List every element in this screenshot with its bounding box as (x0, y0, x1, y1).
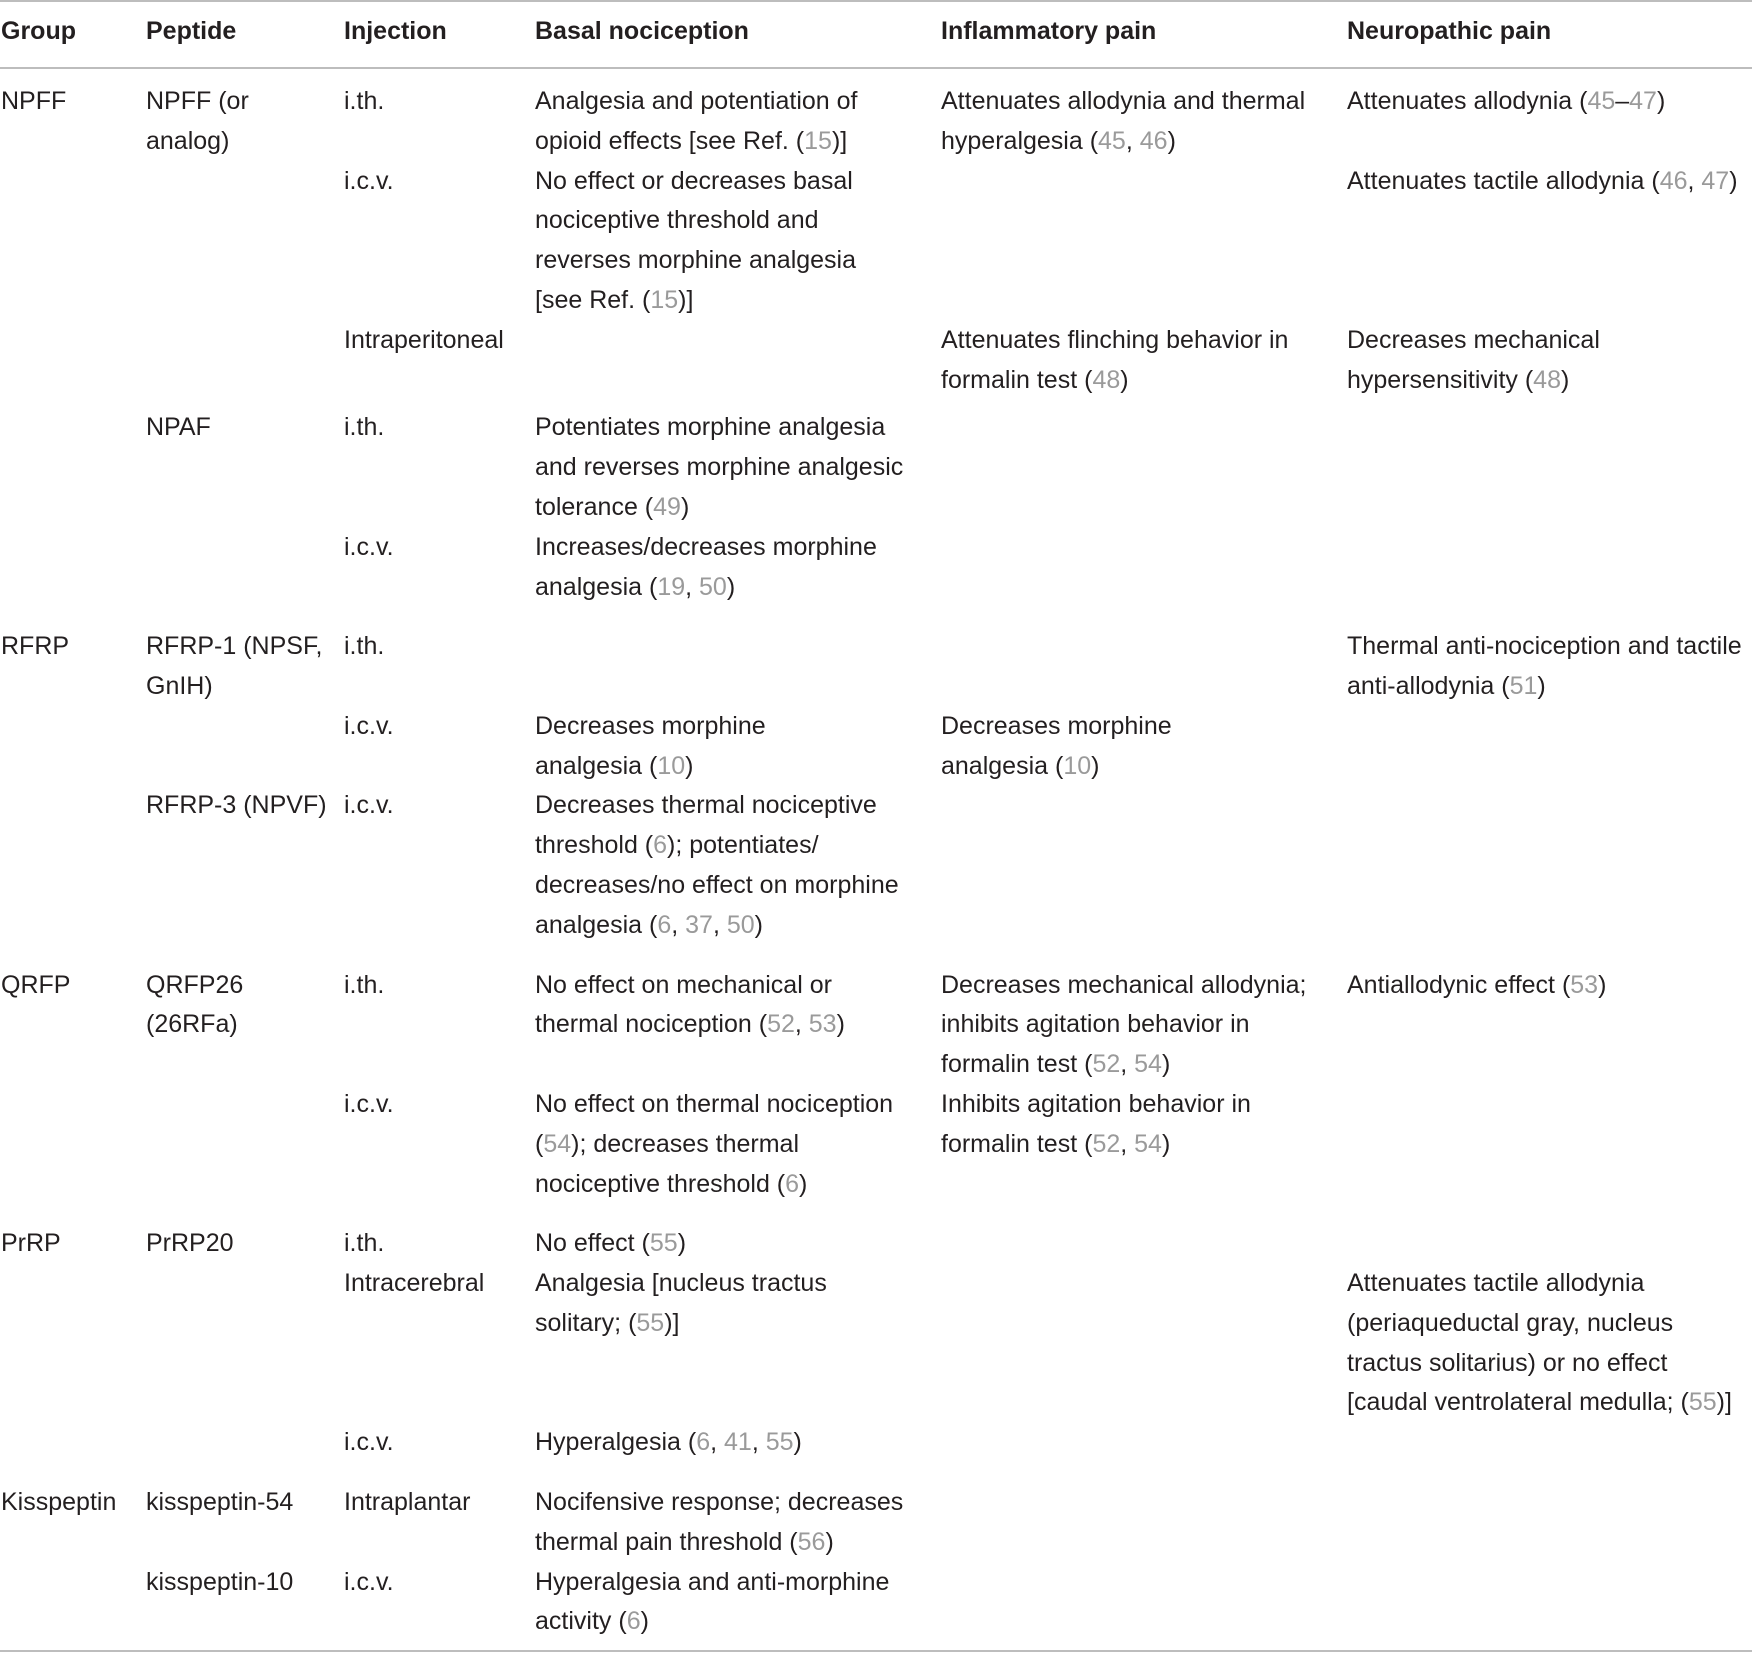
reference-number: 46 (1139, 126, 1168, 155)
reference-number: 15 (804, 126, 832, 155)
cell-text: ) (836, 1010, 845, 1039)
cell-group-line (1, 965, 70, 1005)
cell-neuropathic-line (1347, 320, 1600, 360)
cell-text: inhibits agitation behavior in (941, 1010, 1250, 1039)
cell-text: kisspeptin-10 (146, 1567, 294, 1596)
cell-group-line (1, 1223, 61, 1263)
cell-basal-line (535, 1004, 845, 1044)
cell-text: , (1120, 1050, 1135, 1079)
cell-basal-line (535, 1164, 807, 1204)
cell-text: QRFP26 (146, 970, 244, 999)
cell-text: ); decreases thermal (571, 1129, 800, 1158)
cell-text: Inhibits agitation behavior in (941, 1089, 1251, 1118)
cell-basal-line (535, 240, 856, 280)
reference-number: 53 (808, 1010, 837, 1039)
cell-injection-line (344, 1482, 470, 1522)
cell-text: ) (1167, 126, 1176, 155)
reference-number: 19 (657, 572, 686, 601)
cell-text: , (685, 572, 700, 601)
reference-number: 52 (1092, 1129, 1121, 1158)
cell-group-line (1, 1482, 116, 1522)
cell-peptide-line (146, 121, 229, 161)
cell-basal-line (535, 487, 689, 527)
cell-basal-line (535, 121, 847, 161)
cell-text: Intracerebral (344, 1269, 485, 1298)
cell-text: PrRP (1, 1229, 61, 1258)
cell-inflammatory-line (941, 1044, 1170, 1084)
cell-text: analog) (146, 126, 230, 155)
cell-peptide-line (146, 666, 213, 706)
cell-text: )] (831, 126, 848, 155)
cell-peptide-line (146, 1562, 293, 1602)
reference-number: 52 (1092, 1050, 1121, 1079)
cell-text: ) (677, 1229, 687, 1258)
cell-text: , (671, 910, 686, 939)
cell-basal-line (535, 1601, 649, 1641)
cell-text: analgesia ( (535, 910, 658, 939)
cell-text: Increases/decreases morphine (535, 532, 877, 561)
cell-group-line (1, 626, 69, 666)
cell-text: Decreases morphine (535, 711, 766, 740)
cell-text: Potentiates morphine analgesia (535, 413, 886, 442)
cell-text: tolerance ( (535, 492, 654, 521)
cell-peptide-line (146, 1482, 293, 1522)
cell-injection-line (344, 785, 394, 825)
cell-text: i.c.v. (344, 1567, 394, 1596)
cell-inflammatory-line (941, 746, 1099, 786)
cell-inflammatory-line (941, 121, 1176, 161)
cell-text: activity ( (535, 1607, 627, 1636)
cell-text: , (1120, 1129, 1135, 1158)
cell-injection-line (344, 706, 394, 746)
cell-text: ) (1598, 970, 1607, 999)
cell-text: RFRP (1, 632, 70, 661)
cell-text: ( (535, 1129, 544, 1158)
cell-text: tractus solitarius) or no effect (1347, 1348, 1668, 1377)
cell-text: Decreases mechanical allodynia; (941, 970, 1307, 999)
cell-text: decreases/no effect on morphine (535, 871, 899, 900)
cell-text: RFRP-1 (NPSF, (146, 632, 323, 661)
cell-peptide-line (146, 407, 211, 447)
reference-number: 54 (1134, 1129, 1162, 1158)
cell-text: – (1615, 87, 1630, 115)
reference-number: 47 (1629, 87, 1657, 115)
reference-number: 50 (726, 910, 755, 939)
header-peptide: Peptide (146, 17, 237, 45)
header-rule (0, 67, 1752, 69)
reference-number: 6 (785, 1169, 800, 1198)
cell-injection-line (344, 161, 394, 201)
reference-number: 51 (1509, 672, 1538, 701)
cell-text: )] (664, 1308, 680, 1337)
cell-text: Thermal anti-nociception and tactile (1347, 632, 1742, 661)
cell-basal-line (535, 785, 877, 825)
cell-text: ) (825, 1527, 834, 1556)
header-injection: Injection (344, 17, 447, 45)
cell-neuropathic-line (1347, 1343, 1668, 1383)
cell-text: Attenuates allodynia ( (1347, 87, 1588, 115)
reference-number: 6 (626, 1607, 641, 1636)
cell-neuropathic-line (1347, 626, 1742, 666)
cell-basal-line (535, 161, 853, 201)
cell-basal-line (535, 1084, 893, 1124)
cell-text: ) (685, 751, 694, 780)
reference-number: 6 (696, 1428, 711, 1457)
cell-basal-line (535, 1562, 889, 1602)
cell-injection-line (344, 527, 394, 567)
cell-peptide-line (146, 81, 249, 121)
cell-neuropathic-line (1347, 1382, 1732, 1422)
cell-text: No effect on mechanical or (535, 970, 832, 999)
cell-basal-line (535, 706, 766, 746)
cell-text: i.c.v. (344, 166, 394, 195)
cell-text: , (712, 910, 727, 939)
cell-basal-line (535, 1522, 834, 1562)
reference-number: 55 (1688, 1388, 1717, 1417)
cell-inflammatory-line (941, 1124, 1170, 1164)
cell-basal-line (535, 527, 877, 567)
cell-text: thermal pain threshold ( (535, 1527, 798, 1556)
cell-text: QRFP (1, 970, 71, 999)
cell-text: ) (726, 572, 736, 601)
cell-text: ) (1560, 365, 1570, 394)
cell-inflammatory-line (941, 965, 1306, 1005)
cell-text: i.th. (344, 632, 385, 661)
cell-peptide-line (146, 785, 327, 825)
reference-number: 45 (1587, 87, 1616, 115)
reference-number: 41 (724, 1428, 752, 1457)
cell-text: formalin test ( (941, 365, 1093, 394)
cell-injection-line (344, 407, 384, 447)
cell-text: i.th. (344, 87, 385, 115)
header-group: Group (1, 17, 76, 45)
cell-text: Attenuates tactile allodynia ( (1347, 166, 1660, 195)
cell-basal-line (535, 1482, 903, 1522)
cell-text: Nocifensive response; decreases (535, 1487, 904, 1516)
reference-number: 6 (657, 910, 672, 939)
reference-number: 49 (653, 492, 681, 521)
cell-text: nociceptive threshold and (535, 206, 819, 235)
reference-number: 15 (650, 286, 679, 314)
reference-number: 47 (1701, 166, 1730, 195)
cell-text: analgesia ( (941, 751, 1064, 780)
cell-text: , (1687, 166, 1702, 195)
cell-text: anti-allodynia ( (1347, 672, 1510, 701)
reference-number: 55 (649, 1229, 678, 1258)
cell-basal-line (535, 1303, 680, 1343)
cell-text: , (794, 1010, 809, 1039)
cell-text: ) (1161, 1050, 1171, 1079)
cell-injection-line (344, 1084, 394, 1124)
cell-text: thermal nociception ( (535, 1010, 768, 1039)
cell-text: threshold ( (535, 831, 654, 860)
cell-text: NPFF (or (146, 87, 249, 115)
cell-basal-line (535, 865, 899, 905)
cell-neuropathic-line (1347, 1263, 1644, 1303)
cell-basal-line (535, 280, 693, 320)
cell-text: GnIH) (146, 672, 213, 701)
cell-inflammatory-line (941, 81, 1305, 121)
reference-number: 10 (1063, 751, 1092, 780)
table-bottom-rule (0, 1650, 1752, 1652)
cell-text: i.c.v. (344, 532, 394, 561)
cell-neuropathic-line (1347, 81, 1665, 121)
cell-text: Decreases morphine (941, 711, 1172, 740)
cell-text: PrRP20 (146, 1229, 234, 1258)
reference-number: 48 (1533, 365, 1561, 394)
cell-inflammatory-line (941, 706, 1172, 746)
cell-peptide-line (146, 1223, 234, 1263)
cell-peptide-line (146, 965, 243, 1005)
reference-number: 46 (1659, 166, 1688, 195)
cell-text: )] (678, 286, 694, 314)
reference-number: 55 (765, 1428, 794, 1457)
reference-number: 45 (1098, 126, 1126, 155)
cell-text: ) (793, 1428, 802, 1457)
cell-basal-line (535, 407, 885, 447)
cell-text: i.c.v. (344, 1089, 394, 1118)
cell-text: i.th. (344, 413, 385, 442)
cell-injection-line (344, 1263, 484, 1303)
cell-basal-line (535, 81, 857, 121)
cell-injection-line (344, 320, 504, 360)
cell-text: formalin test ( (941, 1129, 1093, 1158)
cell-text: ) (1656, 87, 1666, 115)
cell-peptide-line (146, 626, 322, 666)
cell-basal-line (535, 746, 693, 786)
cell-text: i.th. (344, 1229, 385, 1258)
cell-basal-line (535, 567, 735, 607)
cell-text: Hyperalgesia ( (535, 1428, 697, 1457)
cell-text: No effect on thermal nociception (535, 1089, 894, 1118)
cell-text: Antiallodynic effect ( (1347, 970, 1571, 999)
cell-text: [caudal ventrolateral medulla; ( (1347, 1388, 1689, 1417)
cell-text: ) (799, 1169, 808, 1198)
reference-number: 54 (543, 1129, 572, 1158)
reference-number: 10 (657, 751, 686, 780)
cell-text: analgesia ( (535, 751, 658, 780)
cell-text: Analgesia and potentiation of (535, 87, 858, 115)
reference-number: 55 (636, 1308, 665, 1337)
cell-basal-line (535, 825, 819, 865)
cell-text: Decreases thermal nociceptive (535, 791, 877, 820)
cell-text: ) (1091, 751, 1100, 780)
cell-inflammatory-line (941, 1084, 1251, 1124)
cell-text: opioid effects [see Ref. ( (535, 126, 805, 155)
cell-basal-line (535, 1263, 827, 1303)
table-top-rule (0, 0, 1752, 2)
cell-injection-line (344, 1422, 394, 1462)
cell-text: Attenuates tactile allodynia (1347, 1269, 1645, 1298)
cell-text: hypersensitivity ( (1347, 365, 1534, 394)
reference-number: 52 (767, 1010, 795, 1039)
cell-text: Kisspeptin (1, 1487, 117, 1516)
cell-basal-line (535, 200, 819, 240)
cell-text: i.th. (344, 970, 385, 999)
cell-text: No effect ( (535, 1229, 650, 1258)
cell-text: ) (1729, 166, 1738, 195)
cell-text: reverses morphine analgesia (535, 246, 857, 275)
cell-text: analgesia ( (535, 572, 658, 601)
cell-text: Decreases mechanical (1347, 325, 1600, 354)
cell-injection-line (344, 81, 384, 121)
cell-peptide-line (146, 1004, 238, 1044)
cell-neuropathic-line (1347, 1303, 1673, 1343)
header-neuropathic-pain: Neuropathic pain (1347, 17, 1552, 45)
cell-neuropathic-line (1347, 360, 1569, 400)
cell-basal-line (535, 447, 903, 487)
header-basal-nociception: Basal nociception (535, 17, 749, 45)
cell-text: Attenuates allodynia and thermal (941, 87, 1306, 115)
cell-text: , (751, 1428, 766, 1457)
cell-basal-line (535, 905, 763, 945)
cell-group-line (1, 81, 66, 121)
reference-number: 54 (1134, 1050, 1162, 1079)
cell-basal-line (535, 1223, 686, 1263)
cell-text: NPFF (1, 87, 67, 115)
cell-text: NPAF (146, 413, 211, 442)
cell-injection-line (344, 965, 384, 1005)
cell-text: Intraperitoneal (344, 325, 504, 354)
cell-inflammatory-line (941, 320, 1288, 360)
cell-text: ) (1537, 672, 1546, 701)
reference-number: 53 (1570, 970, 1599, 999)
cell-text: and reverses morphine analgesic (535, 453, 904, 482)
cell-text: hyperalgesia ( (941, 126, 1099, 155)
cell-text: (periaqueductal gray, nucleus (1347, 1308, 1674, 1337)
reference-number: 6 (653, 831, 668, 860)
cell-inflammatory-line (941, 1004, 1250, 1044)
cell-basal-line (535, 965, 832, 1005)
cell-text: , (1125, 126, 1140, 155)
header-inflammatory-pain: Inflammatory pain (941, 17, 1157, 45)
cell-text: (26RFa) (146, 1010, 238, 1039)
cell-text: solitary; ( (535, 1308, 637, 1337)
cell-inflammatory-line (941, 360, 1129, 400)
cell-neuropathic-line (1347, 965, 1606, 1005)
cell-text: [see Ref. ( (535, 286, 651, 314)
cell-text: Attenuates flinching behavior in (941, 325, 1289, 354)
cell-text: ) (680, 492, 690, 521)
reference-number: 50 (699, 572, 727, 601)
cell-neuropathic-line (1347, 161, 1738, 201)
cell-basal-line (535, 1124, 799, 1164)
cell-text: nociceptive threshold ( (535, 1169, 786, 1198)
cell-text: ) (640, 1607, 649, 1636)
cell-text: i.c.v. (344, 1428, 394, 1457)
cell-injection-line (344, 626, 384, 666)
cell-text: , (710, 1428, 724, 1457)
reference-number: 56 (797, 1527, 826, 1556)
cell-text: i.c.v. (344, 711, 394, 740)
cell-text: i.c.v. (344, 791, 394, 820)
cell-basal-line (535, 1422, 802, 1462)
cell-text: ) (754, 910, 763, 939)
cell-text: Hyperalgesia and anti-morphine (535, 1567, 890, 1596)
cell-text: ) (1120, 365, 1129, 394)
cell-neuropathic-line (1347, 666, 1546, 706)
cell-text: formalin test ( (941, 1050, 1093, 1079)
reference-number: 48 (1092, 365, 1121, 394)
cell-injection-line (344, 1562, 394, 1602)
reference-number: 37 (685, 910, 713, 939)
cell-text: )] (1716, 1388, 1732, 1417)
cell-text: ); potentiates/ (667, 831, 819, 860)
cell-text: Analgesia [nucleus tractus (535, 1269, 827, 1298)
cell-text: No effect or decreases basal (535, 166, 853, 195)
cell-text: RFRP-3 (NPVF) (146, 791, 327, 820)
cell-text: Intraplantar (344, 1487, 471, 1516)
cell-injection-line (344, 1223, 384, 1263)
cell-text: ) (1161, 1129, 1171, 1158)
cell-text: kisspeptin-54 (146, 1487, 294, 1516)
